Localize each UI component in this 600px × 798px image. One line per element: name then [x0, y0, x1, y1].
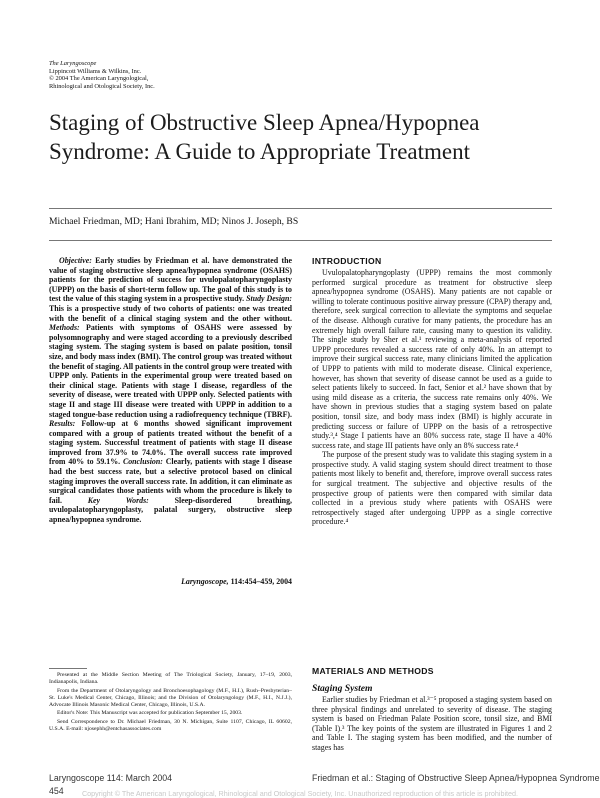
introduction-paragraph: The purpose of the present study was to validate this staging system in a prospective study. A valid staging system should direct treatment to those patients most likely to benefit and, therefore, improve overall success rates for surgical treatment. The subjective and objective results of the prospective group of patients were then compared with similar data collected in a previous study where patients with OSAHS were retrospectively staged after undergoing UPPP as a single corrective procedure.⁴	[312, 450, 552, 527]
keywords-label: Key Words:	[87, 495, 149, 505]
conclusion-label: Conclusion:	[122, 457, 163, 467]
footnote-affiliation: From the Department of Otolaryngology and Bronchoesophagology (M.F., H.I.), Rush–Presbyterian–St. Luke's Medical Center, Chicago, Illinois; and the Division of Otolaryngology (M.F., H.I., N.J.J.), Advocate Illinois Masonic Medical Center, Chicago, Illinois, U.S.A.	[49, 687, 292, 709]
author-divider	[49, 240, 552, 241]
footnote-divider	[49, 668, 87, 669]
introduction-body	[312, 268, 552, 527]
publisher-block	[49, 60, 155, 90]
footnote-correspondence: Send Correspondence to Dr. Michael Friedman, 30 N. Michigan, Suite 1107, Chicago, IL 60602, U.S.A. E-mail: njosephh@entchasassociates.com	[49, 718, 292, 733]
staging-body	[312, 695, 552, 753]
methods-heading: MATERIALS AND METHODS	[312, 666, 434, 676]
citation-details: 114:454–459, 2004	[230, 577, 292, 586]
author-list: Michael Friedman, MD; Hani Ibrahim, MD; Ninos J. Joseph, BS	[49, 216, 299, 227]
footnote-presented: Presented at the Middle Section Meeting of The Triological Society, January, 17–19, 2003, Indianapolis, Indiana.	[49, 672, 292, 686]
abstract	[49, 256, 292, 525]
staging-subheading: Staging System	[312, 683, 373, 694]
objective-label: Objective:	[59, 256, 92, 265]
design-label: Study Design:	[246, 294, 292, 304]
footer-running-title: Friedman et al.: Staging of Obstructive Sleep Apnea/Hypopnea Syndrome	[312, 773, 600, 783]
society-line: Rhinological and Otological Society, Inc.	[49, 82, 155, 90]
footer-journal-issue: Laryngoscope 114: March 2004	[49, 773, 173, 783]
title-divider	[49, 208, 552, 209]
footnote-editor-note: Editor's Note: This Manuscript was accepted for publication September 15, 2003.	[57, 710, 243, 717]
objective-text: Early studies by Friedman et al. have demonstrated the value of staging obstructive sleep apnea/hypopnea syndrome (OSAHS) patients for the prediction of success for uvulopalatopharyngoplasty (UPPP) on the basis of short-term follow up. The goal of this study is to test the value of this staging system in a prospective study.	[49, 256, 292, 304]
citation-journal: Laryngoscope,	[181, 577, 229, 586]
introduction-paragraph: Uvulopalatopharyngoplasty (UPPP) remains the most commonly performed surgical procedure as treatment for obstructive sleep apnea/hypopnea syndrome (OSAHS). Many patients are not capable or willing to tolerate continuous positive airway pressure (CPAP) therapy and, therefore, seek surgical correction to alleviate the symptoms and sequelae of the disease. Although curative for many patients, the procedure has an extremely high overall failure rate, causing many to question its validity. The single study by Sher et al.¹ reviewing a meta-analysis of reported UPPP procedures revealed a success rate of only 40%. In an attempt to improve their surgical success rate, many clinicians limited the application of UPPP to patients with mild to moderate disease. Clinical experience, however, has shown that severity of disease cannot be used as a guide to select patients likely to succeed. In fact, Senior et al.² have shown that by using mild disease as a criteria, the success rate remains only 40%. We have shown in previous studies that a staging system based on palate position, tonsil size, and body mass index (BMI) is highly accurate in predicting success or failure of UPPP on the basis of a retrospective study.³,⁴ Stage I patients have an 80% success rate, stage II have a 40% success rate, and stage III patients have only an 8% success rate.⁴	[312, 268, 552, 450]
methods-text: Patients with symptoms of OSAHS were assessed by polysomnography and were staged according to a previously described staging system. The staging system is based on palate position, tonsil size, and body mass index (BMI). The control group was treated without the benefit of staging. All patients in the control group were treated with UPPP only. Patients in the experimental group were treated based on their clinical stage. Patients with stage I disease, regardless of the severity of disease, were treated with UPPP only. Selected patients with stage II and stage III disease were treated with UPPP in addition to a staged tongue-base reduction using a radiofrequency technique (TBRF).	[49, 323, 292, 419]
introduction-heading: INTRODUCTION	[312, 256, 382, 266]
design-text: This is a prospective study of two cohorts of patients: one was treated with the benefit of a clinical staging system and the other without.	[49, 303, 292, 323]
staging-paragraph: Earlier studies by Friedman et al.³⁻⁵ proposed a staging system based on three physical findings and unrelated to severity of disease. The staging system is based on Friedman Palate Position score, tonsil size, and BMI (Table I).³ The key points of the system are illustrated in Figures 1 and 2 and Table I. The staging system has been modified, and the number of stages has	[312, 695, 552, 752]
methods-label: Methods:	[49, 323, 80, 333]
results-label: Results:	[49, 419, 76, 429]
copyright-line: © 2004 The American Laryngological,	[49, 75, 149, 83]
keywords-text: Sleep-disordered breathing, uvulopalatopharyngoplasty, palatal surgery, obstructive sleep apnea/hypopnea syndrome.	[49, 495, 292, 525]
journal-name: The Laryngoscope	[49, 60, 97, 67]
publisher-line: Lippincott Williams & Wilkins, Inc.	[49, 67, 142, 75]
abstract-citation	[49, 577, 292, 586]
copyright-watermark: Copyright © The American Laryngological, Rhinological and Otological Society, Inc. Unauthorized reproduction of this article is prohibited.	[81, 789, 519, 798]
conclusion-text: Clearly, patients with stage I disease had the best success rate, but a selective protocol based on clinical staging improves the overall success rate. In addition, it can eliminate as surgical candidates those patients with whom the procedure is likely to fail.	[49, 457, 292, 505]
page-number: 454	[49, 786, 64, 796]
footnotes	[49, 672, 292, 734]
article-title: Staging of Obstructive Sleep Apnea/Hypopnea Syndrome: A Guide to Appropriate Treatment	[49, 110, 480, 164]
results-text: Follow-up at 6 months showed significant improvement compared with a group of patients treated without the benefit of a staging system. Successful treatment of patients with stage II disease improved from 37.9% to 74.0%. The overall success rate improved from 40% to 59.1%.	[49, 419, 293, 467]
